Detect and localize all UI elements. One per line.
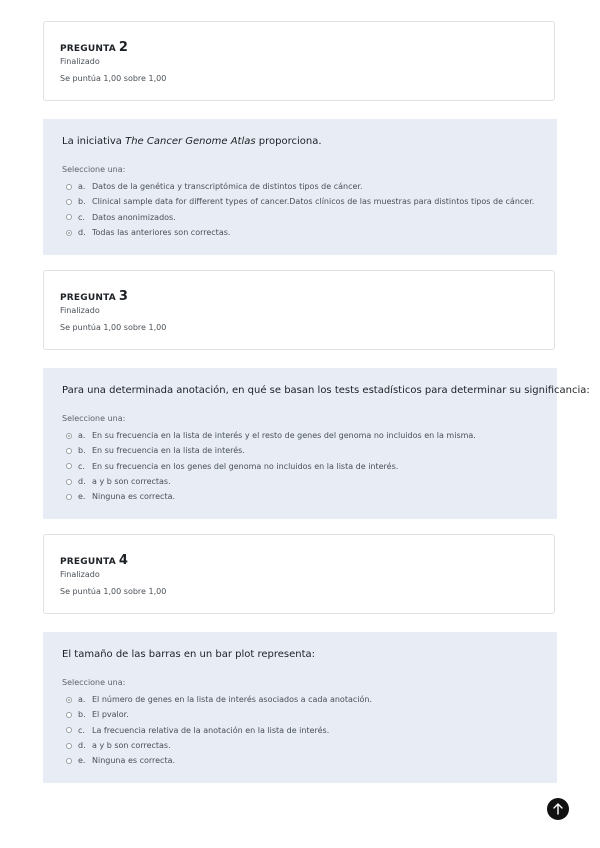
answer-text: Ninguna es correcta.	[92, 492, 176, 502]
question-grade: Se puntúa 1,00 sobre 1,00	[60, 74, 167, 83]
radio-button[interactable]	[66, 743, 72, 749]
answer-text: En su frecuencia en los genes del genoma no incluidos en la lista de interés.	[92, 461, 399, 471]
answer-letter: b.	[78, 197, 86, 207]
answer-letter: d.	[78, 477, 86, 487]
question-word: PREGUNTA	[60, 44, 116, 54]
radio-button[interactable]	[66, 448, 72, 454]
answer-letter: c.	[78, 212, 85, 222]
question-word: PREGUNTA	[60, 293, 116, 303]
answer-text: Ninguna es correcta.	[92, 756, 176, 766]
radio-button[interactable]	[66, 199, 72, 205]
question-word: PREGUNTA	[60, 557, 116, 567]
answer-option[interactable]	[66, 753, 372, 768]
question-state: Finalizado	[60, 306, 100, 315]
radio-button-selected[interactable]	[66, 697, 72, 703]
question-number: 4	[118, 553, 128, 568]
answer-letter: e.	[78, 492, 86, 502]
answer-option[interactable]	[66, 474, 476, 489]
question-text-part: proporciona.	[255, 136, 322, 147]
answer-text: El número de genes en la lista de interés asociados a cada anotación.	[92, 695, 372, 705]
radio-button[interactable]	[66, 758, 72, 764]
answer-letter: a.	[78, 182, 86, 192]
question-grade: Se puntúa 1,00 sobre 1,00	[60, 587, 167, 596]
answer-letter: b.	[78, 446, 86, 456]
answer-option[interactable]	[66, 489, 476, 504]
radio-button[interactable]	[66, 184, 72, 190]
answer-option[interactable]	[66, 194, 534, 209]
answer-option[interactable]	[66, 179, 534, 194]
question-state: Finalizado	[60, 57, 100, 66]
arrow-up-icon	[553, 803, 563, 815]
answer-option[interactable]	[66, 459, 476, 474]
answer-letter: a.	[78, 431, 86, 441]
question-content-2	[43, 119, 557, 255]
radio-button[interactable]	[66, 463, 72, 469]
question-info-4	[43, 534, 555, 614]
answer-text: a y b son correctas.	[92, 741, 171, 751]
radio-button[interactable]	[66, 214, 72, 220]
answer-letter: a.	[78, 695, 86, 705]
answer-text: Datos de la genética y transcriptómica de distintos tipos de cáncer.	[92, 182, 363, 192]
answer-prompt: Seleccione una:	[62, 678, 126, 687]
answer-option[interactable]	[66, 738, 372, 753]
answer-option[interactable]	[66, 707, 372, 722]
question-heading	[60, 285, 128, 304]
answer-letter: b.	[78, 710, 86, 720]
answer-text: Todas las anteriores son correctas.	[92, 228, 231, 238]
radio-button[interactable]	[66, 479, 72, 485]
question-number: 2	[118, 40, 128, 55]
radio-button[interactable]	[66, 727, 72, 733]
answer-list	[66, 692, 372, 768]
answer-letter: c.	[78, 725, 85, 735]
answer-text: El pvalor.	[92, 710, 129, 720]
question-state: Finalizado	[60, 570, 100, 579]
answer-text: Clinical sample data for different types of cancer.Datos clínicos de las muestras para distintos tipos de cáncer.	[92, 197, 535, 207]
question-info-3	[43, 270, 555, 350]
answer-option[interactable]	[66, 443, 476, 458]
radio-button-selected[interactable]	[66, 433, 72, 439]
answer-text: La frecuencia relativa de la anotación en la lista de interés.	[92, 725, 330, 735]
answer-option[interactable]	[66, 723, 372, 738]
question-info-2	[43, 21, 555, 101]
answer-list	[66, 428, 476, 504]
answer-list	[66, 179, 534, 240]
answer-text: En su frecuencia en la lista de interés y el resto de genes del genoma no incluidos en la misma.	[92, 431, 476, 441]
scroll-to-top-button[interactable]	[547, 798, 569, 820]
answer-option[interactable]	[66, 225, 534, 240]
answer-letter: e.	[78, 756, 86, 766]
question-grade: Se puntúa 1,00 sobre 1,00	[60, 323, 167, 332]
answer-prompt: Seleccione una:	[62, 165, 126, 174]
question-text	[62, 136, 322, 147]
question-text: El tamaño de las barras en un bar plot representa:	[62, 649, 316, 660]
answer-text: a y b son correctas.	[92, 477, 171, 487]
question-text-italic: The Cancer Genome Atlas	[125, 136, 256, 147]
question-text-part: La iniciativa	[62, 136, 126, 147]
question-content-4	[43, 632, 557, 783]
question-content-3	[43, 368, 590, 519]
answer-option[interactable]	[66, 428, 476, 443]
question-heading	[60, 36, 128, 55]
question-number: 3	[118, 289, 128, 304]
radio-button[interactable]	[66, 494, 72, 500]
radio-button[interactable]	[66, 712, 72, 718]
answer-letter: d.	[78, 228, 86, 238]
radio-button-selected[interactable]	[66, 230, 72, 236]
answer-letter: d.	[78, 741, 86, 751]
answer-letter: c.	[78, 461, 85, 471]
answer-text: Datos anonimizados.	[92, 212, 176, 222]
answer-text: En su frecuencia en la lista de interés.	[92, 446, 245, 456]
question-heading	[60, 549, 128, 568]
answer-prompt: Seleccione una:	[62, 414, 126, 423]
answer-option[interactable]	[66, 692, 372, 707]
question-text: Para una determinada anotación, en qué se basan los tests estadísticos para determinar su significancia:	[62, 385, 590, 396]
answer-option[interactable]	[66, 210, 534, 225]
